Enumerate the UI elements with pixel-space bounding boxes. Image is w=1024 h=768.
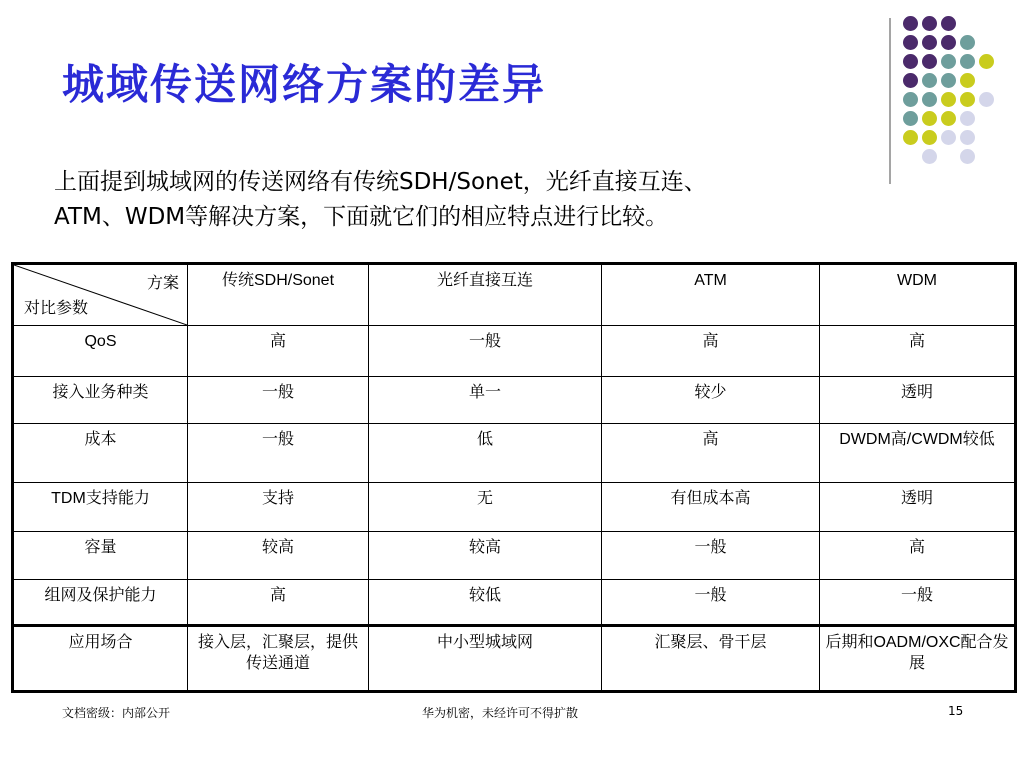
- table-row: [13, 424, 1016, 483]
- page-number: 15: [948, 704, 964, 718]
- table-cell: 一般: [188, 377, 369, 424]
- table-cell: 高: [820, 326, 1016, 377]
- table-corner-cell: [13, 264, 188, 326]
- decorative-dot: [960, 92, 975, 107]
- decorative-dot: [941, 35, 956, 50]
- decorative-dot: [960, 130, 975, 145]
- table-cell: 较高: [369, 532, 602, 580]
- slide-title: 城域传送网络方案的差异: [62, 60, 547, 109]
- decorative-dot: [922, 73, 937, 88]
- table-row: [13, 326, 1016, 377]
- decorative-dot: [960, 35, 975, 50]
- table-cell: 透明: [820, 377, 1016, 424]
- decorative-dot: [903, 54, 918, 69]
- table-cell: 高: [820, 532, 1016, 580]
- table-cell: 无: [369, 483, 602, 532]
- decorative-dot: [922, 54, 937, 69]
- decorative-dot: [941, 111, 956, 126]
- table-cell: 较高: [188, 532, 369, 580]
- column-header: ATM: [602, 264, 820, 326]
- table-cell: 汇聚层、骨干层: [602, 626, 820, 692]
- decorative-dot: [903, 73, 918, 88]
- decorative-dot: [979, 92, 994, 107]
- comparison-table: [11, 262, 1017, 693]
- decorative-dot: [922, 149, 937, 164]
- table-cell: 一般: [820, 580, 1016, 626]
- row-label: 应用场合: [13, 626, 188, 692]
- table-cell: 高: [188, 580, 369, 626]
- table-header-row: [13, 264, 1016, 326]
- table-cell: 有但成本高: [602, 483, 820, 532]
- table-cell: 支持: [188, 483, 369, 532]
- decorative-dot: [903, 16, 918, 31]
- decorative-dot: [941, 16, 956, 31]
- intro-line-1: 上面提到城域网的传送网络有传统SDH/Sonet，光纤直接互连、: [54, 169, 707, 195]
- decorative-dot: [941, 92, 956, 107]
- decorative-dot: [922, 16, 937, 31]
- decorative-dot: [922, 92, 937, 107]
- decorative-dot: [979, 54, 994, 69]
- table-cell: 透明: [820, 483, 1016, 532]
- decorative-dot: [941, 130, 956, 145]
- table-cell: 高: [188, 326, 369, 377]
- corner-scheme-label: 方案: [146, 275, 179, 292]
- decorative-dot: [922, 35, 937, 50]
- decorative-dot: [941, 54, 956, 69]
- table-cell: 中小型城域网: [369, 626, 602, 692]
- table-cell: 较少: [602, 377, 820, 424]
- decorative-dot: [903, 111, 918, 126]
- table-row: [13, 580, 1016, 626]
- table-row: [13, 377, 1016, 424]
- table-row: [13, 626, 1016, 692]
- decorative-divider: [889, 18, 891, 184]
- intro-paragraph: [54, 165, 904, 235]
- corner-parameter-label: 对比参数: [24, 300, 89, 317]
- row-label: 接入业务种类: [13, 377, 188, 424]
- row-label: 容量: [13, 532, 188, 580]
- table-cell: 高: [602, 326, 820, 377]
- table-cell: 高: [602, 424, 820, 483]
- row-label: QoS: [13, 326, 188, 377]
- table-cell: 一般: [602, 532, 820, 580]
- column-header: 传统SDH/Sonet: [188, 264, 369, 326]
- footer-classification: 文档密级：内部公开: [62, 706, 171, 720]
- footer-confidentiality: 华为机密，未经许可不得扩散: [422, 706, 579, 720]
- row-label: 成本: [13, 424, 188, 483]
- intro-line-2: ATM、WDM等解决方案，下面就它们的相应特点进行比较。: [54, 204, 669, 230]
- table-cell: 后期和OADM/OXC配合发展: [820, 626, 1016, 692]
- table-cell: DWDM高/CWDM较低: [820, 424, 1016, 483]
- table-cell: 较低: [369, 580, 602, 626]
- decorative-dot: [960, 149, 975, 164]
- table-cell: 接入层，汇聚层，提供传送通道: [188, 626, 369, 692]
- decorative-dot: [922, 111, 937, 126]
- decorative-dot: [903, 35, 918, 50]
- row-label: TDM支持能力: [13, 483, 188, 532]
- decorative-dot: [941, 73, 956, 88]
- column-header: 光纤直接互连: [369, 264, 602, 326]
- decorative-dot: [922, 130, 937, 145]
- decorative-dot: [960, 111, 975, 126]
- row-label: 组网及保护能力: [13, 580, 188, 626]
- column-header: WDM: [820, 264, 1016, 326]
- table-row: [13, 532, 1016, 580]
- table-cell: 低: [369, 424, 602, 483]
- table-cell: 一般: [188, 424, 369, 483]
- decorative-dot: [960, 73, 975, 88]
- decorative-dot: [903, 92, 918, 107]
- table-cell: 单一: [369, 377, 602, 424]
- table-cell: 一般: [369, 326, 602, 377]
- decorative-dot: [960, 54, 975, 69]
- table-row: [13, 483, 1016, 532]
- table-cell: 一般: [602, 580, 820, 626]
- decorative-dot: [903, 130, 918, 145]
